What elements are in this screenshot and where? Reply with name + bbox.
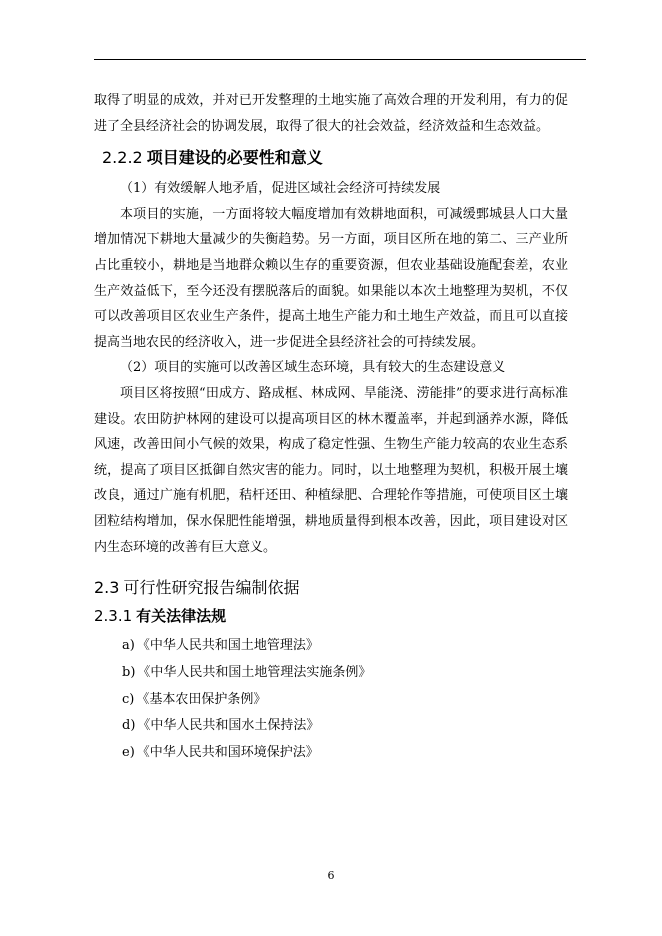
list-label: b) (122, 664, 136, 680)
list-item (122, 660, 568, 687)
item-1-body: 本项目的实施，一方面将较大幅度增加有效耕地面积，可减缓鄄城县人口大量增加情况下耕地大量减少的失衡趋势。另一方面，项目区所在地的第二、三产业所占比重较小，耕地是当地群众赖以生存的重要资源，但农业基础设施配套差，农业生产效益低下，至今还没有摆脱落后的面貌。如果能以本次土地整理为契机，不仅可以改善项目区农业生产条件，提高土地生产能力和土地生产效益，而且可以直接提高当地农民的经济收入，进一步促进全县经济社会的可持续发展。 (94, 206, 568, 350)
intro-paragraph: 取得了明显的成效，并对已开发整理的土地实施了高效合理的开发利用，有力的促进了全县经济社会的协调发展，取得了很大的社会效益，经济效益和生态效益。 (94, 93, 568, 134)
page-body (94, 88, 568, 767)
list-item (122, 633, 568, 660)
item-1-heading: （1）有效缓解人地矛盾，促进区域社会经济可持续发展 (120, 181, 441, 197)
item-2-body: 项目区将按照“田成方、路成框、林成网、旱能浇、涝能排”的要求进行高标准建设。农田防护林网的建设可以提高项目区的林木覆盖率，并起到涵养水源，降低风速，改善田间小气候的效果，构成了稳定性强、生物生产能力较高的农业生态系统，提高了项目区抵御自然灾害的能力。同时，以土地整理为契机，积极开展土壤改良，通过广施有机肥，秸杆还田、种植绿肥、合理轮作等措施，可使项目区土壤团粒结构增加，保水保肥性能增强，耕地质量得到根本改善，因此，项目建设对区内生态环境的改善有巨大意义。 (94, 385, 568, 555)
list-text: 《基本农田保护条例》 (136, 691, 267, 707)
section-number: 2.2.2 (102, 148, 143, 168)
section-title: 有关法律法规 (136, 607, 227, 626)
list-text: 《中华人民共和国水土保持法》 (137, 718, 320, 734)
list-label: c) (122, 691, 135, 707)
list-item (122, 713, 568, 740)
list-text: 《中华人民共和国环境保护法》 (136, 745, 319, 761)
section-2-3-heading (94, 574, 568, 601)
list-text: 《中华人民共和国土地管理法》 (136, 638, 319, 654)
section-number: 2.3 (94, 578, 120, 598)
list-label: e) (122, 745, 135, 761)
section-2-3-1-heading (94, 603, 568, 629)
section-title: 项目建设的必要性和意义 (146, 148, 323, 168)
law-list (94, 633, 568, 767)
list-item (122, 740, 568, 767)
list-label: d) (122, 718, 136, 734)
list-item (122, 687, 568, 714)
list-text: 《中华人民共和国土地管理法实施条例》 (137, 664, 372, 680)
header-rule (94, 59, 586, 60)
list-label: a) (122, 638, 135, 654)
section-number: 2.3.1 (94, 607, 133, 626)
section-2-2-2-heading (102, 145, 568, 171)
page-number: 6 (327, 869, 335, 882)
item-2-heading: （2）项目的实施可以改善区域生态环境，具有较大的生态建设意义 (120, 360, 506, 376)
section-title: 可行性研究报告编制依据 (123, 578, 300, 598)
